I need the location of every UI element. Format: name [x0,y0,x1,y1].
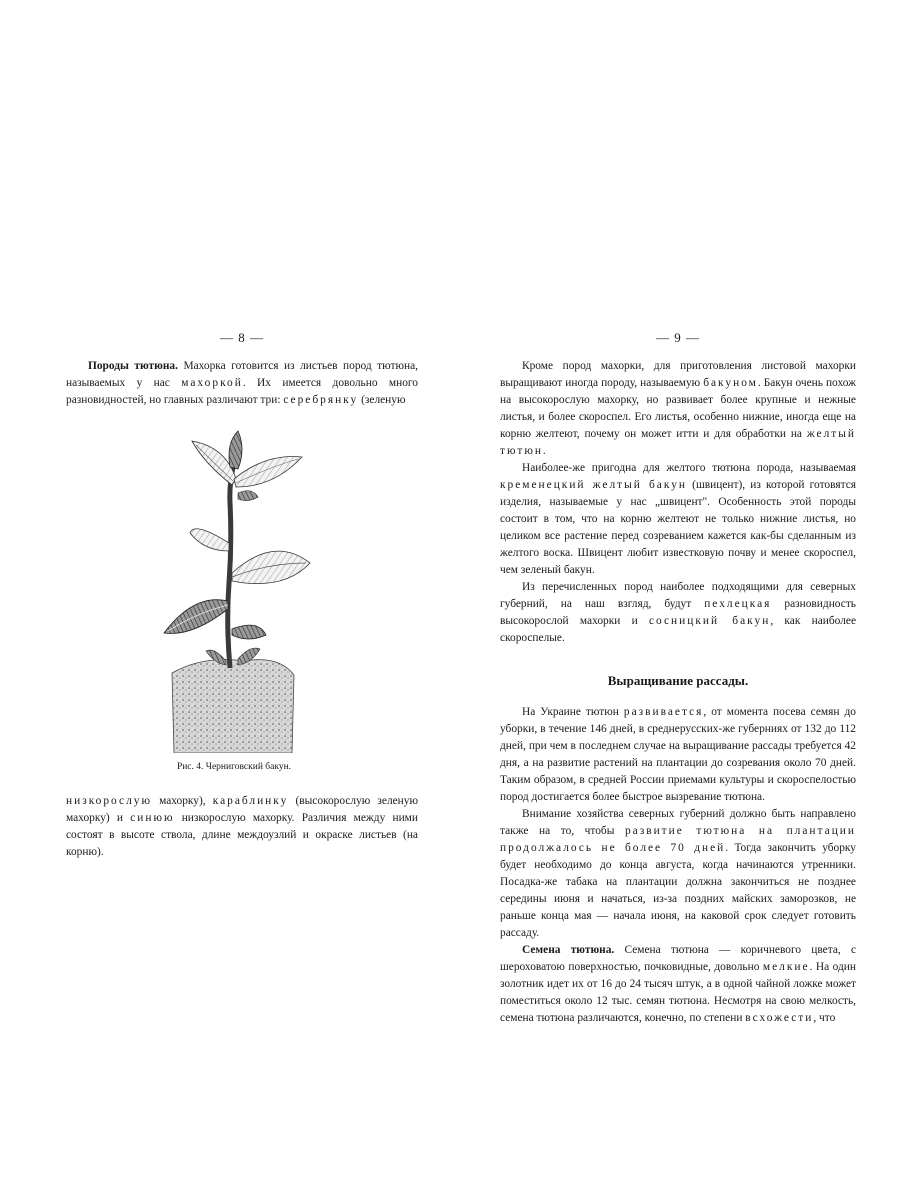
paragraph: Наиболее-же пригодна для желтого тютюна порода, называемая кременецкий желтый бакун (швицент), из которой готовятся изделия, называемые у нас „швицент". Особенность этой породы состоит в том, что на корню желтеют не только нижние листья, но целиком все растение перед созреванием кажется как-бы сделанным из желтого воска. Швицент любит известковую почву и менее скороспел, чем зеленый бакун. [500,462,856,576]
section-heading: Выращивание рассады. [607,673,749,688]
spaced-term: синюю [130,812,175,824]
paragraph: низкорослую махорку), караблинку (высокорослую зеленую махорку) и синюю низкорослую махорку. Различия между ними состоят в высоте ствола, длине междоузлий и окраске листьев (на корню). [66,795,418,858]
run-in-heading: Семена тютюна. [522,944,615,956]
run-in-heading: Породы тютюна. [88,360,178,372]
paragraph: На Украине тютюн развивается, от момента посева семян до уборки, в течение 146 дней, в среднерусских-же губерниях от 132 до 112 дней, при чем в последнем случае на выращивание рассады требуется 42 дня, а на развитие растений на плантации до созревания около 70 дней. Таким образом, в средней России приемами культуры и скороспелостью пород достигается более быстрое вызревание тютюна. [500,706,856,803]
figure [134,423,334,773]
spaced-term: мелкие [762,961,810,973]
paragraph: Внимание хозяйства северных губерний должно быть направлено также на то, чтобы развитие тютюна на плантации продолжалось не более 70 дней. Тогда закончить уборку будет необходимо до конца августа, когда начинаются утренники. Посадка-же табака на плантации должна закончиться не позднее середины июня и начаться, из-за поздних майских заморозков, не раньше конца мая — начала июня, на каковой срок следует готовить рассаду. [500,808,856,939]
spaced-term: караблинку [212,795,289,807]
spaced-term: махоркой [181,377,243,389]
tobacco-plant-illustration [134,423,334,753]
spaced-term: бакуном [703,377,758,389]
spaced-term: серебрянку [283,394,359,406]
page-number: — 8 — [220,330,264,345]
paragraph: Семена тютюна. Семена тютюна — коричневого цвета, с шероховатою поверхностью, почковидные, довольно мелкие. На один золотник идет их от 16 до 24 тысяч штук, а в одной чайной ложке может поместиться около 12 тыс. семян тютюна. Несмотря на свою мелкость, семена тютюна различаются, конечно, по степени всхожести, что [500,944,856,1024]
spaced-term: кременецкий желтый бакун [500,479,688,491]
spaced-term: всхожести [745,1012,814,1024]
spaced-term: пехлецкая [704,598,772,610]
spaced-term: низкорослую [66,795,152,807]
spaced-term: развивается [623,706,704,718]
paragraph: Кроме пород махорки, для приготовления листовой махорки выращивают иногда породу, называемую бакуном. Бакун очень похож на высокорослую махорку, но развивает более крупные и нежные листья, и более скороспел. Его листья, особенно нижние, иногда еще на корню желтеют, почему он может итти и для обработки на желтый тютюн. [500,360,856,457]
page-number: — 9 — [656,330,700,345]
spaced-term: развитие тютюна на плантации продолжалось не более 70 дней [500,825,856,854]
right-page [500,330,856,1027]
spaced-term: сосницкий бакун [648,615,771,627]
left-page [66,330,418,861]
paragraph: Из перечисленных пород наиболее подходящими для северных губерний, на наш взгляд, будут пехлецкая разновидность высокорослой махорки и сосницкий бакун, как наиболее скороспелые. [500,581,857,644]
spaced-term: желтый тютюн [500,428,856,457]
figure-caption: Рис. 4. Черниговский бакун. [176,762,292,772]
paragraph: Породы тютюна. Махорка готовится из листьев пород тютюна, называемых у нас махоркой. Их имеется довольно много разновидностей, но главных различают три: серебрянку (зеленую [66,360,419,406]
